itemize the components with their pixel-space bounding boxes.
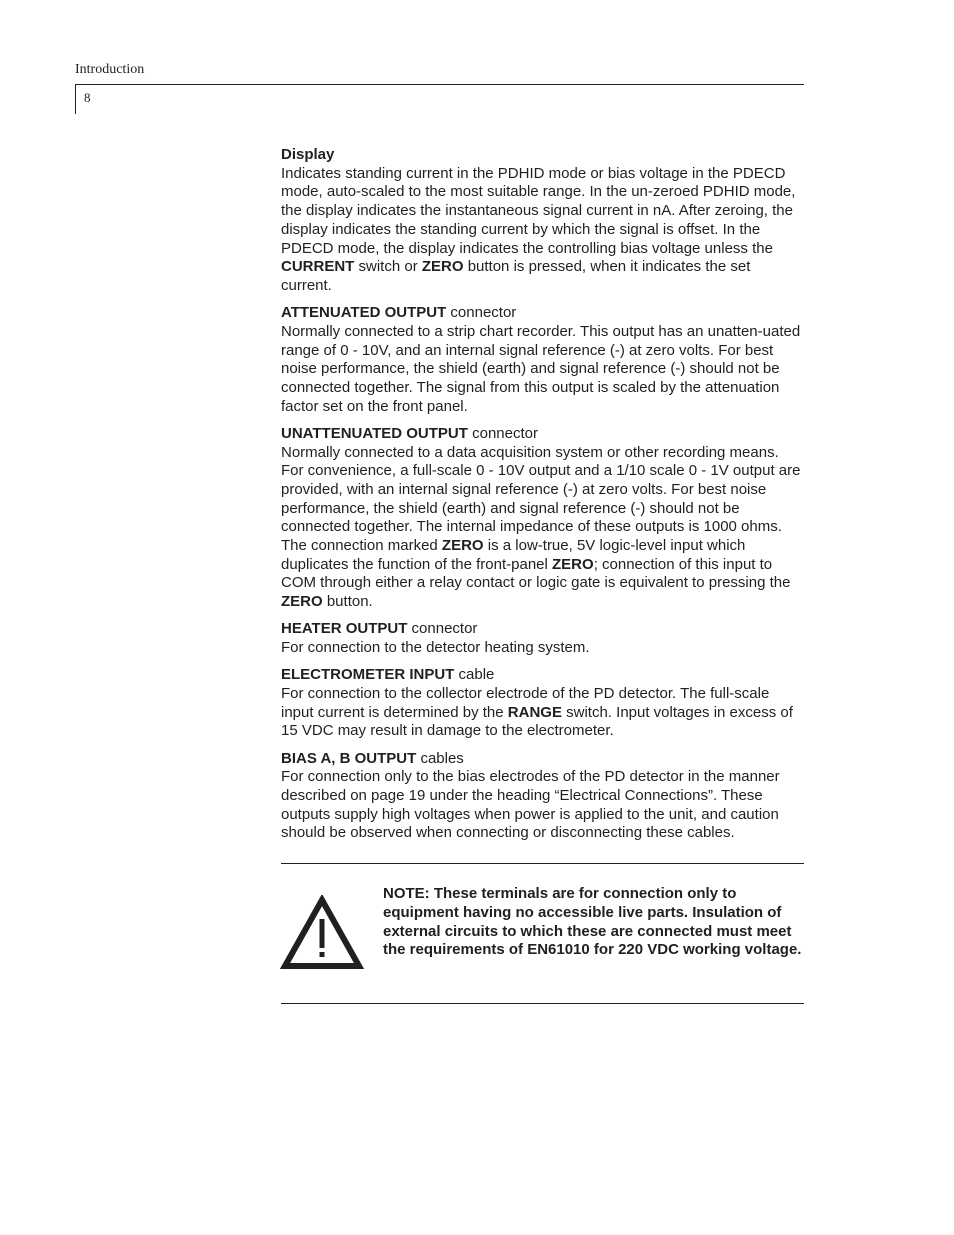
body-text: switch or bbox=[354, 258, 422, 276]
warning-note-text: NOTE: These terminals are for connection only to equipment having no accessible live parts. Insulation of external circuits to which these are connected must meet the requirements of EN61010 for 220 VDC working voltage. bbox=[383, 885, 802, 959]
control-name: ZERO bbox=[552, 555, 594, 573]
note-top-rule bbox=[281, 863, 804, 864]
control-name: ZERO bbox=[441, 537, 484, 555]
section-body bbox=[281, 323, 805, 417]
section-body bbox=[281, 639, 805, 658]
body-text: Indicates standing current in the PDHID mode or bias voltage in the PDECD mode, auto-scaled to the most suitable range. In the un-zeroed PDHID mode, the display indicates the instantaneous signal current in nA. After zeroing, the display indicates the standing current by which the signal is offset. In the PDECD mode, the display indicates the controlling bias voltage unless the bbox=[281, 164, 796, 257]
body-text: For connection only to the bias electrodes of the PD detector in the manner described on page 19 under the heading “Electrical Connections”. These outputs supply high voltages when power is applied to the unit, and caution should be observed when connecting or disconnecting these cables. bbox=[281, 768, 780, 842]
section-title-suffix: connector bbox=[446, 304, 517, 322]
section bbox=[281, 146, 805, 296]
section-title: UNATTENUATED OUTPUT bbox=[281, 424, 468, 442]
body-text: ; connection of this input to COM through either a relay contact or logic gate is equivalent to pressing the bbox=[281, 555, 791, 592]
header-rule bbox=[75, 84, 804, 85]
section-body bbox=[281, 768, 805, 843]
section-body bbox=[281, 444, 805, 612]
section-title: Display bbox=[281, 146, 335, 163]
page-number: 8 bbox=[84, 90, 91, 105]
section-title-suffix: connector bbox=[407, 620, 478, 638]
section-title-suffix: cable bbox=[454, 666, 495, 684]
section-heading bbox=[281, 666, 805, 685]
body-text: For connection to the detector heating system. bbox=[281, 639, 590, 657]
section-title-suffix: connector bbox=[467, 424, 538, 442]
body-text: Normally connected to a data acquisition system or other recording means. For convenience, a full-scale 0 - 10V output and a 1/10 scale 0 - 1V output are provided, with an internal signal reference (-) at zero volts. For best noise performance, the shield (earth) and signal reference (-) should not be connected together. The internal impedance of these outputs is 1000 ohms. The connection marked bbox=[281, 443, 801, 555]
note-bottom-rule bbox=[281, 1003, 804, 1004]
section bbox=[281, 304, 805, 416]
control-name: ZERO bbox=[421, 258, 464, 276]
section-title: BIAS A, B OUTPUT bbox=[281, 749, 417, 767]
section-title-suffix: cables bbox=[416, 749, 464, 767]
body-text: For connection to the collector electrode of the PD detector. The full-scale input current is determined by the bbox=[281, 684, 770, 721]
section-title: HEATER OUTPUT bbox=[281, 620, 408, 638]
section-heading bbox=[281, 620, 805, 639]
body-text: is a low-true, 5V logic-level input which duplicates the function of the front-panel bbox=[281, 537, 746, 573]
control-name: ZERO bbox=[281, 593, 323, 611]
section-heading bbox=[281, 304, 805, 323]
control-name: RANGE bbox=[507, 703, 562, 721]
body-text: switch. Input voltages in excess of 15 VDC may result in damage to the electrometer. bbox=[281, 703, 793, 740]
section-title: ATTENUATED OUTPUT bbox=[281, 304, 447, 322]
section bbox=[281, 750, 805, 844]
section-heading bbox=[281, 750, 805, 769]
body-text: button. bbox=[322, 593, 373, 611]
control-name: CURRENT bbox=[281, 258, 355, 276]
section-body bbox=[281, 165, 805, 296]
description-list bbox=[281, 146, 805, 852]
body-text: button is pressed, when it indicates the set current. bbox=[281, 258, 751, 294]
section-heading bbox=[281, 425, 805, 444]
section-body bbox=[281, 685, 805, 741]
section-title: ELECTROMETER INPUT bbox=[281, 666, 455, 684]
section bbox=[281, 666, 805, 741]
body-text: Normally connected to a strip chart recorder. This output has an unatten-uated range of 0 - 10V, and an internal signal reference (-) at zero volts. For best noise performance, the shield (earth) and signal reference (-) should not be connected together. The signal from this output is scaled by the attenuation factor set on the front panel. bbox=[281, 322, 801, 415]
section-heading bbox=[281, 146, 805, 165]
section bbox=[281, 425, 805, 612]
page-number-rule bbox=[75, 84, 76, 114]
warning-triangle-icon bbox=[280, 895, 364, 971]
running-head: Introduction bbox=[75, 62, 145, 77]
section bbox=[281, 620, 805, 657]
